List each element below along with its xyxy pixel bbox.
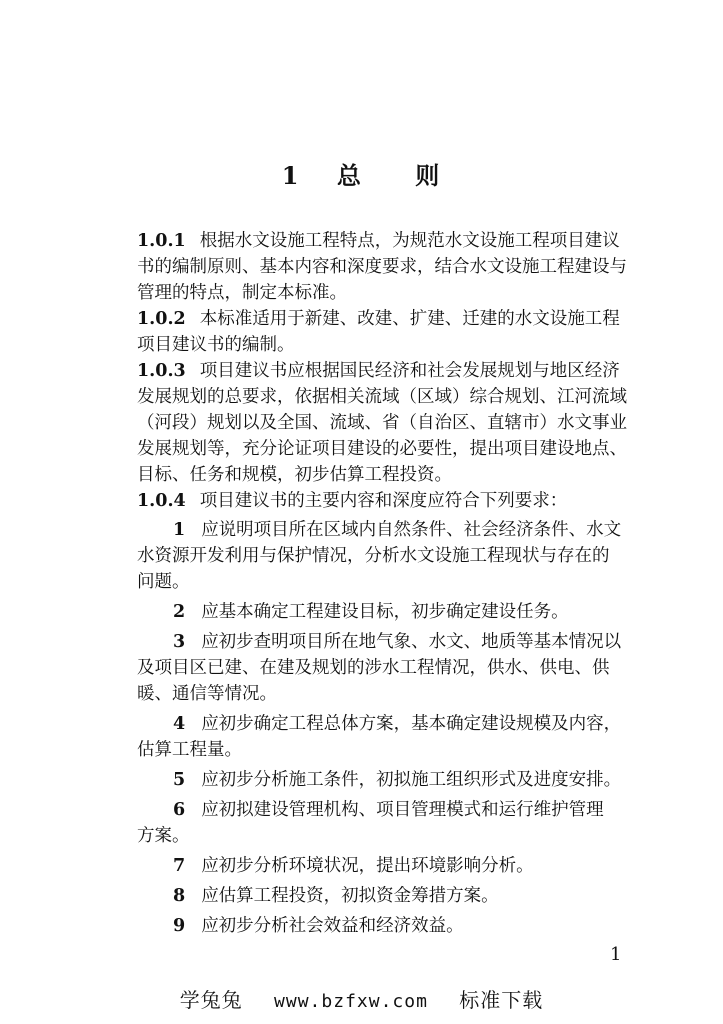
clause-line <box>137 410 647 436</box>
item-text: 应初拟建设管理机构、项目管理模式和运行维护管理 <box>201 800 604 820</box>
clause-text: 项目建议书的主要内容和深度应符合下列要求： <box>199 491 568 511</box>
clause-text: 项目建议书的编制。 <box>137 335 295 355</box>
item-line <box>137 853 647 879</box>
item-text: 问题。 <box>137 572 190 592</box>
item-line <box>137 517 647 543</box>
item-line <box>137 543 647 569</box>
item-number: 5 <box>173 770 186 790</box>
clause-line <box>137 462 647 488</box>
item-line <box>137 797 647 823</box>
item-line <box>137 823 647 849</box>
item-text: 应基本确定工程建设目标，初步确定建设任务。 <box>201 602 569 622</box>
chapter-title-part-2: 则 <box>415 161 442 190</box>
clause-line <box>137 254 647 280</box>
item-number: 4 <box>173 714 186 734</box>
watermark-url: www.bzfxw.com <box>274 991 428 1012</box>
item-text: 暖、通信等情况。 <box>137 684 277 704</box>
clause-text: 发展规划的总要求，依据相关流域（区域）综合规划、江河流域 <box>137 387 627 407</box>
item-line <box>137 883 647 909</box>
item-number: 8 <box>173 886 186 906</box>
chapter-title-part-1: 总 <box>336 161 363 190</box>
item-number: 2 <box>173 602 186 622</box>
item-text: 及项目区已建、在建及规划的涉水工程情况，供水、供电、供 <box>137 658 610 678</box>
item-line <box>137 655 647 681</box>
clause-line <box>137 488 647 514</box>
clause-text: 根据水文设施工程特点，为规范水文设施工程项目建议 <box>199 231 620 251</box>
item-number: 9 <box>173 916 186 936</box>
clause-text: 目标、任务和规模，初步估算工程投资。 <box>137 465 452 485</box>
clause-line <box>137 384 647 410</box>
clause-text: （河段）规划以及全国、流域、省（自治区、直辖市）水文事业 <box>137 413 627 433</box>
watermark-label: 标准下载 <box>459 988 544 1012</box>
item-line <box>137 681 647 707</box>
item-text: 应初步分析施工条件，初拟施工组织形式及进度安排。 <box>201 770 622 790</box>
item-text: 应初步查明项目所在地气象、水文、地质等基本情况以 <box>201 632 622 652</box>
clause-number: 1.0.3 <box>137 361 186 381</box>
clause-text: 书的编制原则、基本内容和深度要求，结合水文设施工程建设与 <box>137 257 627 277</box>
item-text: 应初步分析社会效益和经济效益。 <box>201 916 464 936</box>
clause-number: 1.0.1 <box>137 231 186 251</box>
clause-line <box>137 436 647 462</box>
chapter-title <box>0 156 723 191</box>
item-text: 应说明项目所在区域内自然条件、社会经济条件、水文 <box>201 520 622 540</box>
clause-line <box>137 332 647 358</box>
clause-number: 1.0.2 <box>137 309 186 329</box>
clause-text: 发展规划等，充分论证项目建设的必要性，提出项目建设地点、 <box>137 439 627 459</box>
item-number: 3 <box>173 632 186 652</box>
item-line <box>137 737 647 763</box>
clause-line <box>137 358 647 384</box>
item-text: 方案。 <box>137 826 190 846</box>
chapter-number: 1 <box>281 161 301 190</box>
page-number: 1 <box>610 944 622 965</box>
item-line <box>137 913 647 939</box>
watermark-site: 学兔兔 <box>179 988 243 1012</box>
clause-line <box>137 228 647 254</box>
item-line <box>137 569 647 595</box>
item-number: 6 <box>173 800 186 820</box>
item-text: 水资源开发利用与保护情况，分析水文设施工程现状与存在的 <box>137 546 610 566</box>
clause-line <box>137 306 647 332</box>
item-line <box>137 599 647 625</box>
item-line <box>137 711 647 737</box>
clause-text: 管理的特点，制定本标准。 <box>137 283 347 303</box>
item-text: 应初步确定工程总体方案，基本确定建设规模及内容， <box>201 714 622 734</box>
item-text: 估算工程量。 <box>137 740 242 760</box>
item-number: 7 <box>173 856 186 876</box>
item-text: 应估算工程投资，初拟资金筹措方案。 <box>201 886 499 906</box>
item-number: 1 <box>173 520 186 540</box>
item-line <box>137 767 647 793</box>
clause-text: 本标准适用于新建、改建、扩建、迁建的水文设施工程 <box>199 309 620 329</box>
item-line <box>137 629 647 655</box>
item-text: 应初步分析环境状况，提出环境影响分析。 <box>201 856 534 876</box>
clause-line <box>137 280 647 306</box>
watermark <box>0 984 723 1013</box>
clause-number: 1.0.4 <box>137 491 186 511</box>
document-body <box>137 228 647 939</box>
clause-text: 项目建议书应根据国民经济和社会发展规划与地区经济 <box>199 361 620 381</box>
